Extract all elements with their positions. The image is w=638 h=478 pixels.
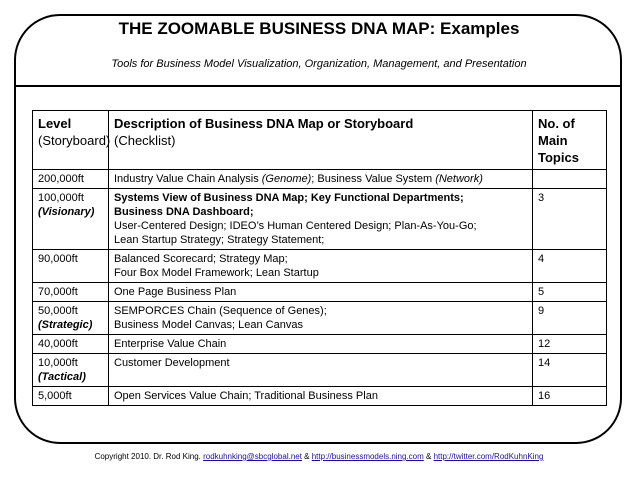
table-row [33,354,607,387]
level-cell [33,283,109,302]
header-topics-sub: Main Topics [538,133,579,165]
topics-cell [533,302,607,335]
topics-cell [533,283,607,302]
table-row [33,250,607,283]
table-header-row [33,111,607,170]
header-description-sub: (Checklist) [114,133,176,148]
topics-value: 5 [538,286,545,298]
level-tag: (Visionary) [38,206,95,218]
level-cell [33,250,109,283]
description-cell [109,170,533,189]
description-cell [109,335,533,354]
table-row [33,387,607,406]
level-value: 100,000ft [38,192,84,204]
description-line: Business DNA Dashboard; [114,206,254,218]
topics-value: 16 [538,390,551,402]
level-tag: (Strategic) [38,319,93,331]
table-row [33,335,607,354]
description-line: Business Model Canvas; Lean Canvas [114,319,303,331]
topics-cell [533,189,607,250]
description-cell [109,189,533,250]
level-value: 5,000ft [38,390,72,402]
header-level [33,111,109,170]
description-cell [109,387,533,406]
description-line: One Page Business Plan [114,286,237,298]
footer-separator: & [301,452,312,461]
dna-map-table [32,110,607,406]
level-value: 90,000ft [38,253,78,265]
description-italic: (Network) [435,173,483,185]
description-text: Industry Value Chain Analysis [114,173,262,185]
footer-separator: & [423,452,434,461]
topics-value: 4 [538,253,545,265]
description-line: Enterprise Value Chain [114,338,227,350]
description-cell [109,250,533,283]
footer-prefix: Copyright 2010. Dr. Rod King. [94,452,204,461]
header-divider [14,85,622,87]
description-line: User-Centered Design; IDEO’s Human Centered Design; Plan-As-You-Go; [114,220,477,232]
description-line: Four Box Model Framework; Lean Startup [114,267,319,279]
header-level-label: Level [38,116,72,131]
header-level-sub: (Storyboard) [38,133,111,148]
level-value: 10,000ft [38,357,78,369]
table-row [33,170,607,189]
description-cell [109,283,533,302]
level-cell [33,170,109,189]
level-cell [33,302,109,335]
description-cell [109,302,533,335]
table-row [33,189,607,250]
topics-cell [533,250,607,283]
ning-link[interactable]: http://businessmodels.ning.com [311,452,424,461]
description-line: Lean Startup Strategy; Strategy Statement; [114,234,325,246]
table-row [33,283,607,302]
header-topics-label: No. of [538,116,575,131]
description-text: ; Business Value System [311,173,436,185]
level-tag: (Tactical) [38,371,86,383]
description-cell [109,354,533,387]
level-value: 50,000ft [38,305,78,317]
level-cell [33,189,109,250]
level-cell [33,387,109,406]
description-line: SEMPORCES Chain (Sequence of Genes); [114,305,327,317]
twitter-link[interactable]: http://twitter.com/RodKuhnKing [433,452,544,461]
topics-cell [533,335,607,354]
topics-value: 3 [538,192,545,204]
level-value: 70,000ft [38,286,78,298]
topics-cell [533,387,607,406]
page-title: THE ZOOMABLE BUSINESS DNA MAP: Examples [118,19,520,38]
description-line: Systems View of Business DNA Map; Key Functional Departments; [114,192,464,204]
level-cell [33,354,109,387]
table-row [33,302,607,335]
topics-value: 9 [538,305,545,317]
header-description-label: Description of Business DNA Map or Storyboard [114,116,414,131]
description-line: Balanced Scorecard; Strategy Map; [114,253,288,265]
page-subtitle: Tools for Business Model Visualization, Organization, Management, and Presentation [111,58,527,70]
topics-value: 12 [538,338,551,350]
footer-copyright [0,452,638,461]
level-value: 200,000ft [38,173,84,185]
topics-cell [533,170,607,189]
topics-cell [533,354,607,387]
email-link[interactable]: rodkuhnking@sbcglobal.net [203,452,302,461]
description-line: Open Services Value Chain; Traditional Business Plan [114,390,378,402]
description-italic: (Genome) [261,173,312,185]
header-topics [533,111,607,170]
level-value: 40,000ft [38,338,78,350]
header-description [109,111,533,170]
topics-value: 14 [538,357,551,369]
level-cell [33,335,109,354]
description-line: Customer Development [114,357,230,369]
